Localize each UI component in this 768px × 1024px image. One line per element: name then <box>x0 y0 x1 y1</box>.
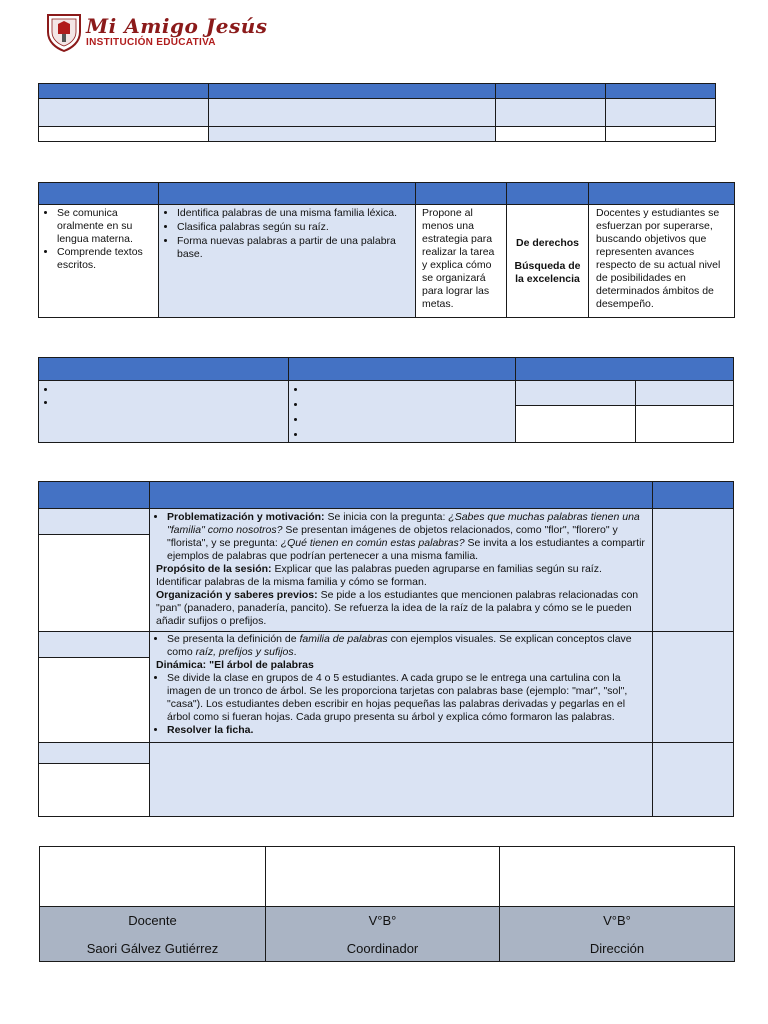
moment-cell <box>39 535 150 632</box>
comp-header-cell <box>159 183 416 205</box>
sequence-table <box>38 481 734 817</box>
res-header-cell <box>289 358 516 381</box>
desarrollo-bullet: • Se divide la clase en grupos de 4 o 5 estudiantes. A cada grupo se le entrega una cartulina con la imagen de un tronco de árbol. Se les proporciona tarjetas con palabras base (ejemplo: "mar", "sol", "casa"). Los estudiantes deben escribir en hojas pequeñas las palabras derivadas y pegarlas en el árbol como si fueran hojas. Cada grupo presenta su árbol y explica cómo formaron las palabras. <box>167 672 646 724</box>
teacher-role: Docente <box>128 912 177 928</box>
comp-header-cell <box>416 183 507 205</box>
organization-text: Se pide a los estudiantes que mencionen palabras relacionadas con "pan" (panadero, panadería, pancito). Se refuerza la idea de la raíz de la palabra y cómo se le pueden añadir sufijos o prefijos. <box>156 589 639 627</box>
seq-header-cell <box>653 482 734 509</box>
motivation-text: Se presentan imágenes de objetos relacionados, como "flor", "florero" y "florista", y se pregunta: <box>167 524 618 549</box>
institution-logo <box>46 12 268 54</box>
res-cell <box>636 381 734 406</box>
purpose-text: Explicar que las palabras pueden agruparse en familias según su raíz. Identificar palabras de la misma familia y cómo se forman. <box>156 563 602 588</box>
coordinator-signature-cell <box>266 907 500 962</box>
resource-list-cell <box>39 381 289 443</box>
comp-header-cell <box>507 183 589 205</box>
info-cell <box>496 127 606 142</box>
competency-item: • Se comunica oralmente en su lengua materna. <box>57 207 156 246</box>
definition-text: con ejemplos visuales. Se explican conceptos clave como <box>167 633 632 658</box>
comp-header-cell <box>589 183 735 205</box>
capacity-cell <box>159 205 416 318</box>
capacity-item: • Forma nuevas palabras a partir de una palabra base. <box>177 235 411 261</box>
approach-line: De derechos <box>515 236 580 249</box>
purpose-paragraph <box>156 563 646 589</box>
competency-cell <box>39 205 159 318</box>
material-item <box>307 384 515 399</box>
shield-icon <box>46 12 82 52</box>
desarrollo-bullet <box>167 633 646 659</box>
material-list-cell <box>289 381 516 443</box>
info-header-cell <box>209 84 496 99</box>
logo-title: Mi Amigo Jesús <box>86 14 268 38</box>
dynamic-title: Dinámica: "El árbol de palabras <box>156 659 314 671</box>
inicio-bullet <box>167 511 646 563</box>
value-cell: Docentes y estudiantes se esfuerzan por superarse, buscando objetivos que representen avances respecto de su actual nivel de posibilidades en determinados ámbitos de desempeño. <box>589 205 735 318</box>
resources-table <box>38 357 734 443</box>
info-header-cell <box>39 84 209 99</box>
time-cell <box>653 632 734 743</box>
material-item <box>307 414 515 429</box>
definition-text: Se presenta la definición de <box>167 633 300 645</box>
direction-approval: V°B° <box>603 912 631 928</box>
material-item <box>307 429 515 442</box>
motivation-question: ¿Sabes que muchas palabras tienen una "familia" como nosotros? <box>167 511 640 536</box>
inicio-content <box>150 509 653 632</box>
info-cell <box>39 99 209 127</box>
motivation-question: ¿Qué tienen en común estas palabras? <box>280 537 465 549</box>
teacher-name: Saori Gálvez Gutiérrez <box>86 940 219 956</box>
criteria-cell: Propone al menos una estrategia para realizar la tarea y explica cómo se organizará para lograr las metas. <box>416 205 507 318</box>
signature-space <box>266 847 500 907</box>
coordinator-role: Coordinador <box>346 940 419 956</box>
teacher-signature-cell <box>40 907 266 962</box>
definition-term: familia de palabras <box>299 633 388 645</box>
moment-cell <box>39 509 150 535</box>
res-cell <box>636 405 734 442</box>
info-cell <box>606 99 716 127</box>
moment-cell <box>39 658 150 743</box>
res-header-cell <box>516 358 734 381</box>
info-header-cell <box>606 84 716 99</box>
motivation-text: Se inicia con la pregunta: <box>324 511 449 523</box>
moment-cell <box>39 632 150 658</box>
cierre-content <box>150 743 653 817</box>
approach-line: Búsqueda de la excelencia <box>514 259 581 285</box>
competencies-table <box>38 182 735 318</box>
signature-space <box>500 847 735 907</box>
info-cell <box>496 99 606 127</box>
signature-space <box>40 847 266 907</box>
res-cell <box>516 381 636 406</box>
res-header-cell <box>39 358 289 381</box>
info-table <box>38 83 716 142</box>
moment-cell <box>39 743 150 764</box>
coordinator-approval: V°B° <box>368 912 397 928</box>
capacity-item: • Clasifica palabras según su raíz. <box>177 221 411 234</box>
info-cell <box>209 127 496 142</box>
organization-paragraph <box>156 589 646 628</box>
definition-term: raíz, prefijos y sufijos <box>195 646 294 658</box>
direction-signature-cell <box>500 907 735 962</box>
signature-table <box>39 846 735 962</box>
comp-header-cell <box>39 183 159 205</box>
seq-header-cell <box>150 482 653 509</box>
motivation-text: Se invita a los estudiantes a compartir ejemplos de palabras que podrían pertenecer a una misma familia. <box>167 537 645 562</box>
capacity-item: • Identifica palabras de una misma familia léxica. <box>177 207 411 220</box>
desarrollo-content <box>150 632 653 743</box>
resource-item <box>57 384 288 397</box>
info-cell <box>209 99 496 127</box>
purpose-label: Propósito de la sesión: <box>156 563 272 575</box>
seq-header-cell <box>39 482 150 509</box>
info-header-cell <box>496 84 606 99</box>
resource-item <box>57 397 288 410</box>
organization-label: Organización y saberes previos: <box>156 589 318 601</box>
direction-role: Dirección <box>589 940 645 956</box>
definition-text: . <box>293 646 297 658</box>
info-cell <box>39 127 209 142</box>
material-item <box>307 399 515 414</box>
motivation-label: Problematización y motivación: <box>167 511 325 523</box>
time-cell <box>653 509 734 632</box>
info-cell <box>606 127 716 142</box>
approach-cell <box>507 205 589 318</box>
res-cell <box>516 405 636 442</box>
moment-cell <box>39 764 150 817</box>
desarrollo-bullet: • Resolver la ficha. <box>167 724 646 737</box>
competency-item: • Comprende textos escritos. <box>57 246 156 272</box>
logo-subtitle: INSTITUCIÓN EDUCATIVA <box>86 37 216 48</box>
time-cell <box>653 743 734 817</box>
